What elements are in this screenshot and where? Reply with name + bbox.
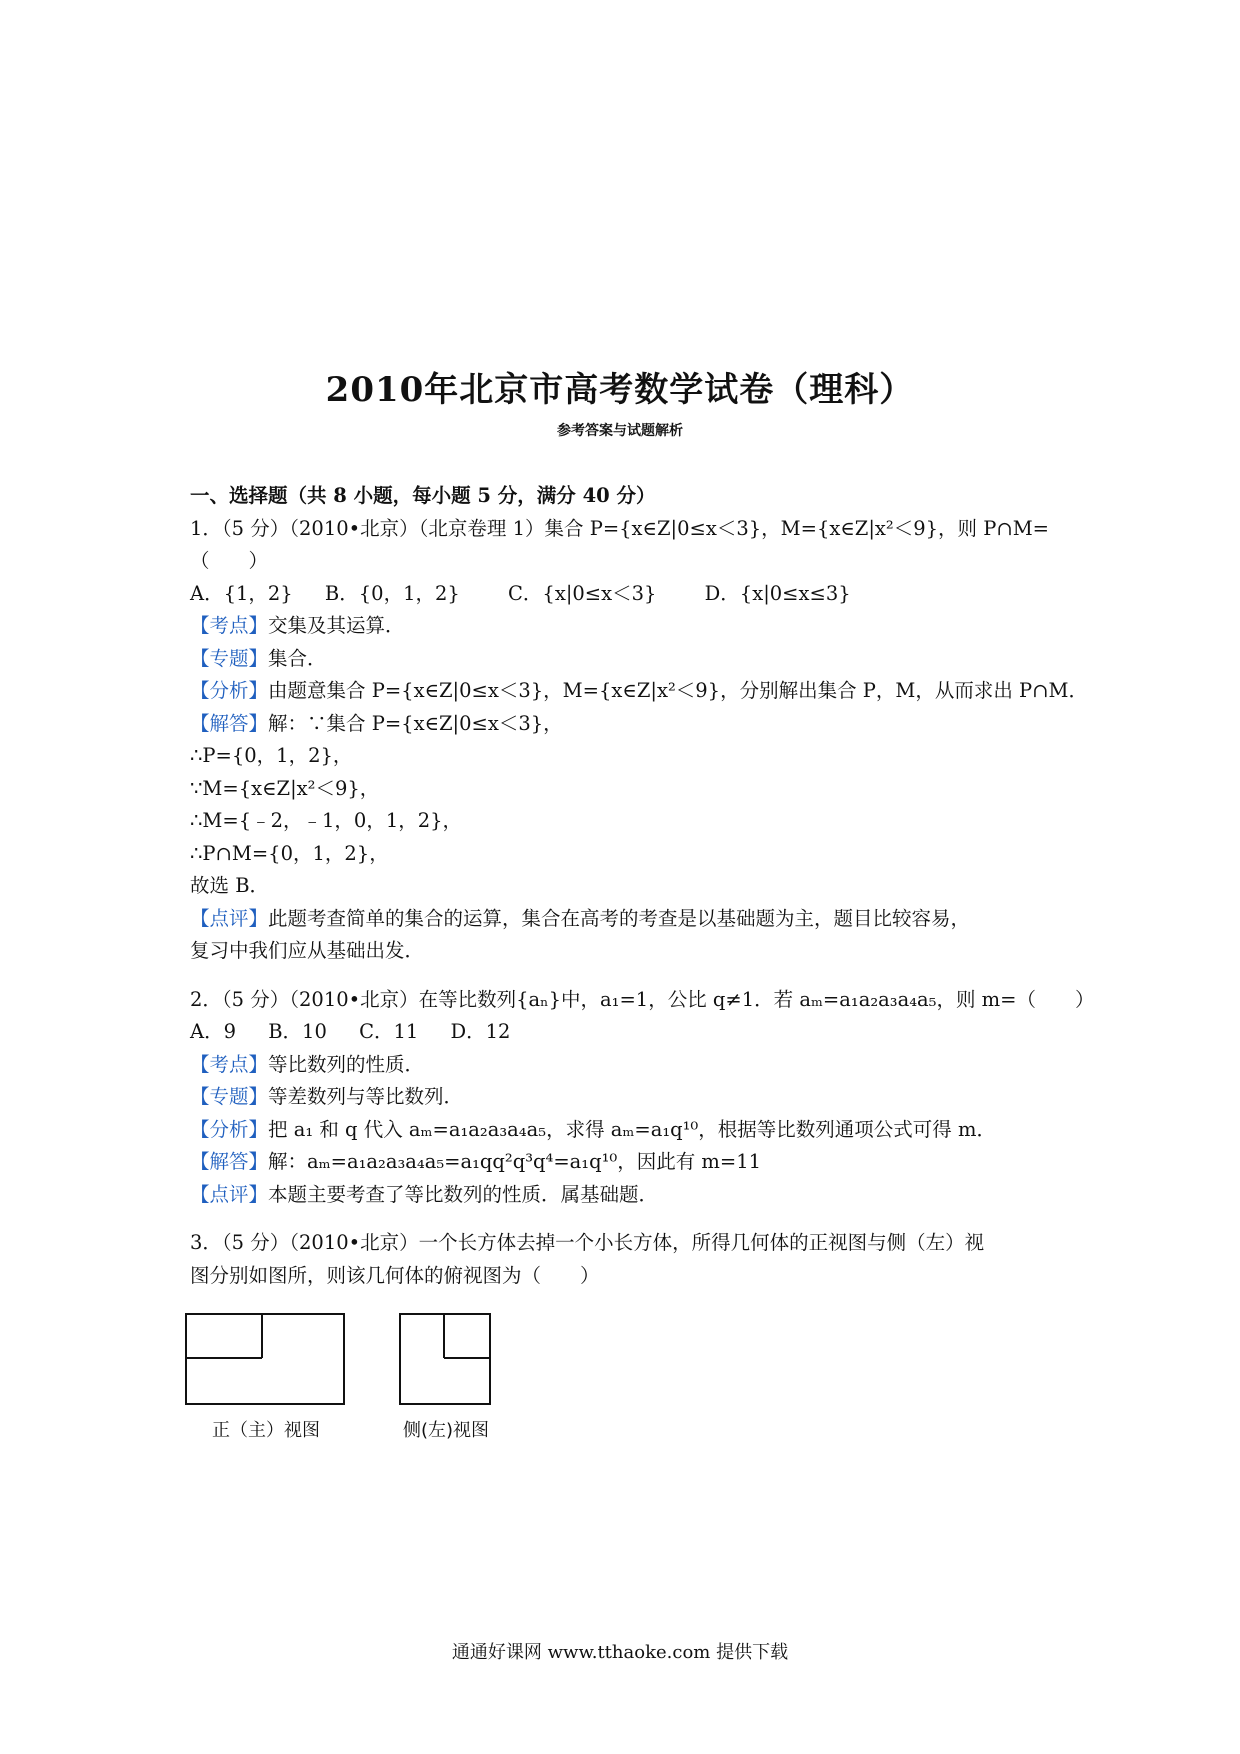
front-view-figure	[184, 1312, 348, 1442]
q2-dianping-text: 本题主要考查了等比数列的性质．属基础题．	[268, 1182, 659, 1206]
fenxi-tag: 【分析】	[190, 679, 269, 702]
q2-fenxi-text: 把 a₁ 和 q 代入 aₘ=a₁a₂a₃a₄a₅，求得 aₘ=a₁q¹⁰，根据等比数列通项公式可得 m．	[268, 1117, 996, 1141]
q2-jieda	[190, 1146, 1070, 1179]
q1-dianping-text: 此题考查简单的集合的运算，集合在高考的考查是以基础题为主，题目比较容易，	[268, 906, 971, 930]
question-3	[190, 1227, 1070, 1454]
q2-zhuanti	[190, 1081, 1070, 1114]
q3-stem-2: 图分别如图所，则该几何体的俯视图为（ ）	[190, 1263, 600, 1287]
q1-jieda	[190, 708, 1070, 741]
side-view-caption: 侧(左)视图	[402, 1420, 490, 1441]
q1-stem: 1．（5 分）（2010•北京）（北京卷理 1）集合 P={x∈Z|0≤x＜3}，M={x∈Z|x²＜9}，则 P∩M=	[190, 516, 1050, 540]
fenxi-tag: 【分析】	[190, 1117, 269, 1141]
q1-zhuanti-text: 集合．	[268, 646, 327, 670]
front-view-caption: 正（主）视图	[212, 1420, 320, 1441]
q1-choice-c: C．{x|0≤x＜3}	[508, 581, 657, 605]
dianping-tag: 【点评】	[190, 906, 269, 930]
q1-step-5: 故选 B．	[190, 874, 270, 897]
question-2	[190, 984, 1095, 1212]
q1-step-1: ∴P={0，1，2}，	[190, 744, 353, 767]
q1-fenxi	[190, 675, 1088, 708]
q2-kaodian-text: 等比数列的性质．	[268, 1052, 425, 1076]
page-subtitle: 参考答案与试题解析	[557, 423, 683, 439]
side-view-diagram	[398, 1312, 494, 1408]
q2-choice-a: A．9	[190, 1020, 236, 1043]
q2-kaodian	[190, 1049, 1070, 1082]
q1-kaodian-text: 交集及其运算．	[268, 614, 405, 637]
q1-jieda-text: 解：∵集合 P={x∈Z|0≤x＜3}，	[268, 711, 563, 735]
jieda-tag: 【解答】	[190, 1150, 269, 1173]
q1-paren: （ ）	[190, 549, 269, 572]
page-title: 2010年北京市高考数学试卷（理科）	[325, 370, 915, 410]
q2-fenxi	[190, 1114, 1070, 1147]
question-1	[190, 513, 1088, 968]
q1-kaodian	[190, 610, 1070, 643]
spacer	[190, 968, 1070, 984]
q2-choice-c: C．11	[359, 1020, 419, 1043]
q1-fenxi-text: 由题意集合 P={x∈Z|0≤x＜3}，M={x∈Z|x²＜9}，分别解出集合 P，M，从而求出 P∩M．	[268, 679, 1088, 702]
dianping-tag: 【点评】	[190, 1182, 269, 1206]
jieda-tag: 【解答】	[190, 711, 269, 735]
page-footer: 通通好课网 www.tthaoke.com 提供下载	[451, 1642, 789, 1663]
kaodian-tag: 【考点】	[190, 1052, 269, 1076]
q3-figures	[190, 1304, 1070, 1454]
q1-choices	[190, 578, 1070, 611]
q2-choice-b: B．10	[268, 1020, 327, 1043]
q1-dianping	[190, 903, 1070, 936]
zhuanti-tag: 【专题】	[190, 1085, 269, 1108]
exam-content	[190, 480, 1095, 1454]
q1-choice-b: B．{0，1，2}	[324, 581, 460, 605]
side-view-figure	[398, 1312, 494, 1442]
q1-step-4: ∴P∩M={0，1，2}，	[190, 841, 389, 865]
q1-step-2: ∵M={x∈Z|x²＜9}，	[190, 776, 380, 800]
q3-stem-1: 3．（5 分）（2010•北京）一个长方体去掉一个小长方体，所得几何体的正视图与侧（左）视	[190, 1231, 985, 1254]
q1-step-3: ∴M={﹣2，﹣1，0，1，2}，	[190, 809, 463, 832]
q2-choices	[190, 1016, 1070, 1049]
q1-dianping-cont: 复习中我们应从基础出发．	[190, 939, 425, 962]
q2-jieda-text: 解：aₘ=a₁a₂a₃a₄a₅=a₁qq²q³q⁴=a₁q¹⁰，因此有 m=11	[268, 1150, 762, 1173]
q2-choice-d: D．12	[450, 1020, 511, 1043]
q1-choice-a: A．{1，2}	[190, 581, 293, 605]
q2-zhuanti-text: 等差数列与等比数列．	[268, 1085, 464, 1108]
front-view-diagram	[184, 1312, 348, 1408]
q2-stem: 2．（5 分）（2010•北京）在等比数列{aₙ}中，a₁=1，公比 q≠1．若 aₘ=a₁a₂a₃a₄a₅，则 m=（ ）	[190, 987, 1095, 1011]
q1-choice-d: D．{x|0≤x≤3}	[704, 581, 851, 605]
spacer	[190, 1211, 1070, 1227]
kaodian-tag: 【考点】	[190, 614, 269, 637]
zhuanti-tag: 【专题】	[190, 646, 269, 670]
q2-dianping	[190, 1179, 1070, 1212]
q1-zhuanti	[190, 643, 1070, 676]
section-heading: 一、选择题（共 8 小题，每小题 5 分，满分 40 分）	[190, 484, 656, 507]
